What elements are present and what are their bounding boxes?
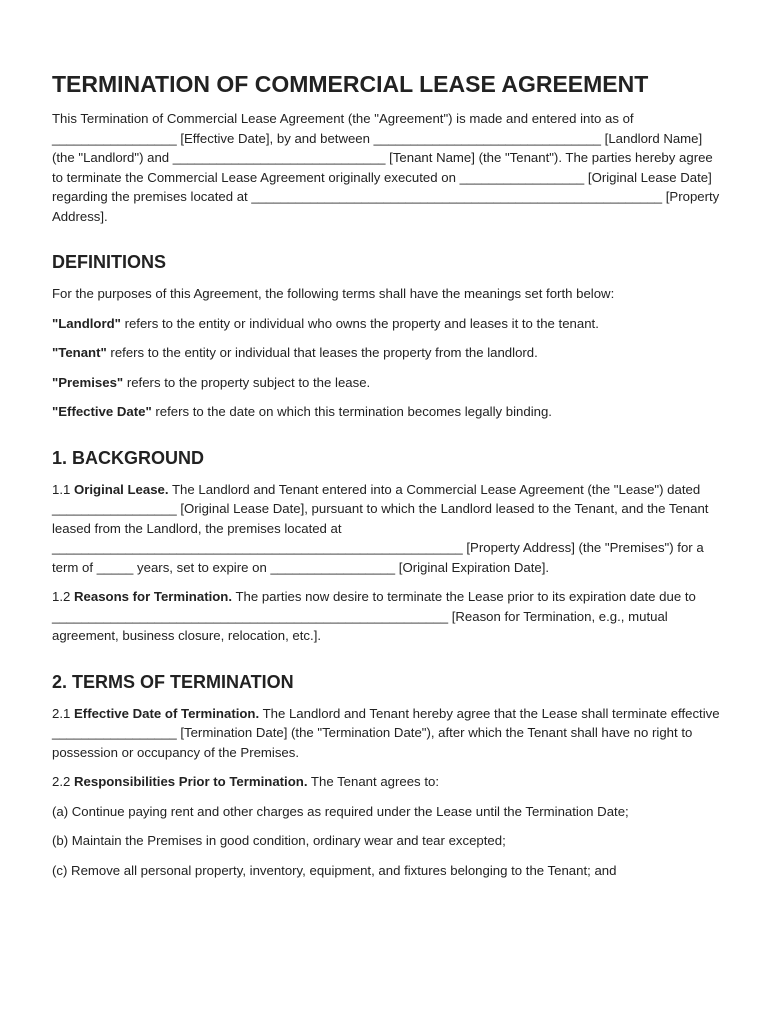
definition-text: refers to the entity or individual who owns the property and leases it to the tenant. [120,315,599,331]
definition-landlord [52,314,720,334]
list-item-a: (a) Continue paying rent and other charges as required under the Lease until the Termination Date; [52,803,629,819]
definition-text: refers to the entity or individual that leases the property from the landlord. [106,345,538,360]
definition-term: "Tenant" [52,345,107,360]
document-page [52,68,720,890]
definition-term: "Landlord" [52,315,121,331]
definition-text: refers to the property subject to the lease. [123,374,371,390]
clause-number: 1.1 [52,481,74,497]
definitions-heading: DEFINITIONS [52,252,167,272]
definition-premises [52,373,720,393]
document-title: TERMINATION OF COMMERCIAL LEASE AGREEMENT [52,71,649,97]
clause-number: 1.2 [52,589,74,604]
definition-text: refers to the date on which this termination becomes legally binding. [151,404,552,419]
list-item-b: (b) Maintain the Premises in good condition, ordinary wear and tear excepted; [52,833,506,848]
clause-text: The Tenant agrees to: [307,774,439,789]
terms-heading: 2. TERMS OF TERMINATION [52,671,294,692]
intro-paragraph: This Termination of Commercial Lease Agreement (the "Agreement") is made and entered into as of _________________ [Effective Date], by and between _______________________________ [Landlord Name] (the "Landlord") and _____________________________ [Tenant Name] (the "Tenant"). The parties hereby agree to terminate the Commercial Lease Agreement originally executed on _________________ [Original Lease Date] regarding the premises located at ________________________________________________________ [Property Address]. [52,111,720,224]
clause-title: Original Lease. [74,481,169,497]
definition-effective-date [52,402,720,422]
clause-title: Effective Date of Termination. [74,705,260,721]
clause-title: Reasons for Termination. [74,589,233,604]
list-item-c: (c) Remove all personal property, inventory, equipment, and fixtures belonging to the Tenant; and [52,862,617,878]
clause-1-2 [52,587,720,646]
definition-tenant [52,343,720,363]
clause-1-1 [52,480,720,578]
clause-number: 2.1 [52,705,74,721]
clause-2-2 [52,772,720,792]
clause-number: 2.2 [52,774,74,789]
clause-text: The Landlord and Tenant hereby agree that the Lease shall terminate effective _________________ [Termination Date] (the "Termination Date"), after which the Tenant shall have no right to possession or occupancy of the Premises. [52,705,720,760]
clause-2-1 [52,704,720,763]
definition-term: "Premises" [52,374,124,390]
clause-title: Responsibilities Prior to Termination. [74,774,308,789]
clause-text: The parties now desire to terminate the Lease prior to its expiration date due to ______________________________________________________ [Reason for Termination, e.g., mutual agreement, business closure, relocation, etc.]. [52,589,696,643]
definitions-intro: For the purposes of this Agreement, the following terms shall have the meanings set forth below: [52,286,615,301]
clause-text: The Landlord and Tenant entered into a Commercial Lease Agreement (the "Lease") dated _________________ [Original Lease Date], pursuant to which the Landlord leased to the Tenant, and the Tenant leased from the Landlord, the premises located at ________________________________________________________ [Property Address] (the "Premises") for a term of _____ years, set to expire on _________________ [Original Expiration Date]. [52,481,709,575]
definition-term: "Effective Date" [52,404,152,419]
background-heading: 1. BACKGROUND [52,447,205,468]
